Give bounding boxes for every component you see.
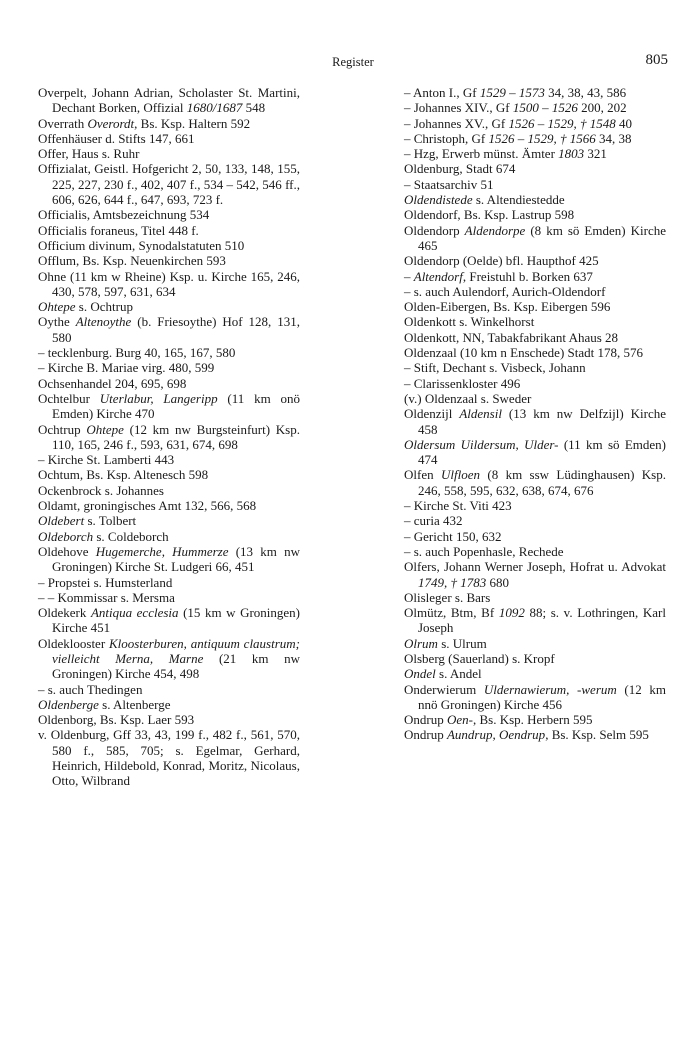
index-entry: Ohtepe s. Ochtrup xyxy=(38,299,133,315)
index-entry: Olden-Eibergen, Bs. Ksp. Eibergen 596 xyxy=(404,299,611,315)
index-entry: Oldekerk Antiqua ecclesia (15 km w Groningen) Kirche 451 xyxy=(38,605,301,636)
index-entry: Oldenkott s. Winkelhorst xyxy=(404,314,535,330)
index-entry: – Kirche St. Viti 423 xyxy=(404,498,512,514)
index-entry: Olfen Ulfloen (8 km ssw Lüdinghausen) Ksp. 246, 558, 595, 632, 638, 674, 676 xyxy=(404,467,666,498)
running-title: Register xyxy=(332,55,374,69)
page-header xyxy=(38,52,668,72)
index-entry: Overpelt, Johann Adrian, Scholaster St. Martini, Dechant Borken, Offizial 1680/1687 548 xyxy=(38,85,300,116)
index-entry: Ondrup Oen-, Bs. Ksp. Herbern 595 xyxy=(404,712,593,728)
index-entry: Oldendorf, Bs. Ksp. Lastrup 598 xyxy=(404,207,575,223)
index-entry: Oldeborch s. Coldeborch xyxy=(38,528,169,544)
index-entry: Oldebert s. Tolbert xyxy=(38,513,137,529)
index-entry: Oldendorp Aldendorpe (8 km sö Emden) Kirche 465 xyxy=(404,222,666,253)
index-entry: Oldenberge s. Altenberge xyxy=(38,696,171,712)
index-entry: – – Kommissar s. Mersma xyxy=(38,589,175,605)
index-entry: Oldenzaal (10 km n Enschede) Stadt 178, 576 xyxy=(404,345,643,361)
index-entry: Ockenbrock s. Johannes xyxy=(38,482,164,498)
index-entry: – Gericht 150, 632 xyxy=(404,528,502,544)
index-entry: Officialis foraneus, Titel 448 f. xyxy=(38,222,199,238)
index-entry: Olfers, Johann Werner Joseph, Hofrat u. Advokat 1749, † 1783 680 xyxy=(404,559,666,590)
index-entry: Officium divinum, Synodalstatuten 510 xyxy=(38,237,245,253)
index-entry: – Christoph, Gf 1526 – 1529, † 1566 34, 38 xyxy=(404,130,632,146)
index-entry: Oythe Altenoythe (b. Friesoythe) Hof 128, 131, 580 xyxy=(38,314,300,345)
index-entry: – Johannes XV., Gf 1526 – 1529, † 1548 40 xyxy=(404,115,632,131)
index-entry: Oldamt, groningisches Amt 132, 566, 568 xyxy=(38,498,257,514)
index-entry: Oldenkott, NN, Tabakfabrikant Ahaus 28 xyxy=(404,329,619,345)
index-entry: Oldersum Uildersum, Ulder- (11 km sö Emden) 474 xyxy=(404,436,666,468)
index-column-left xyxy=(38,85,300,789)
index-entry: Ochsenhandel 204, 695, 698 xyxy=(38,375,187,391)
index-entry: – Johannes XIV., Gf 1500 – 1526 200, 202 xyxy=(404,100,627,116)
index-entry: Onderwierum Uldernawierum, -werum (12 km nnö Groningen) Kirche 456 xyxy=(404,681,666,712)
index-entry: Offlum, Bs. Ksp. Neuenkirchen 593 xyxy=(38,253,226,269)
index-entry: Officialis, Amtsbezeichnung 534 xyxy=(38,207,210,223)
index-entry: Offenhäuser d. Stifts 147, 661 xyxy=(38,130,195,146)
index-entry: Offer, Haus s. Ruhr xyxy=(38,146,140,162)
index-entry: – Kirche St. Lamberti 443 xyxy=(38,452,175,468)
page-number: 805 xyxy=(645,52,668,68)
index-entry: Oldenzijl Aldensil (13 km nw Delfzijl) Kirche 458 xyxy=(404,406,666,437)
index-entry: – Anton I., Gf 1529 – 1573 34, 38, 43, 586 xyxy=(404,85,627,100)
index-entry: Olisleger s. Bars xyxy=(404,589,491,605)
index-entry: Ondel s. Andel xyxy=(404,666,482,682)
index-entry: – Staatsarchiv 51 xyxy=(404,176,494,192)
index-entry: – Kirche B. Mariae virg. 480, 599 xyxy=(38,360,215,376)
index-entry: v. Oldenburg, Gff 33, 43, 199 f., 482 f., 561, 570, 580 f., 585, 705; s. Egelmar, Gerhard, Heinrich, Hildebold, Konrad, Moritz, Nicolaus, Otto, Wilbrand xyxy=(38,727,300,789)
index-entry: Offizialat, Geistl. Hofgericht 2, 50, 133, 148, 155, 225, 227, 230 f., 402, 407 f., 534 – 542, 546 ff., 606, 626, 644 f., 647, 693, 723 f. xyxy=(38,161,300,208)
index-entry: – Stift, Dechant s. Visbeck, Johann xyxy=(404,360,586,376)
index-entry: Ohne (11 km w Rheine) Ksp. u. Kirche 165, 246, 430, 578, 597, 631, 634 xyxy=(38,268,300,299)
index-entry: – Clarissenkloster 496 xyxy=(404,375,521,391)
index-entry: – s. auch Popenhasle, Rechede xyxy=(404,543,564,559)
index-entry: Oldendistede s. Altendiestedde xyxy=(404,192,565,208)
index-entry: – Altendorf, Freistuhl b. Borken 637 xyxy=(404,268,593,284)
index-entry: (v.) Oldenzaal s. Sweder xyxy=(404,390,532,406)
index-entry: – Propstei s. Humsterland xyxy=(38,574,173,590)
index-entry: Olmütz, Btm, Bf 1092 88; s. v. Lothringen, Karl Joseph xyxy=(404,605,666,636)
index-entry: Ochtelbur Uterlabur, Langeripp (11 km onö Emden) Kirche 470 xyxy=(38,390,300,422)
index-entry: – s. auch Aulendorf, Aurich-Oldendorf xyxy=(404,283,606,299)
index-entry: Oldeklooster Kloosterburen, antiquum claustrum; vielleicht Merna, Marne (21 km nw Groningen) Kirche 454, 498 xyxy=(38,635,300,682)
index-entry: – s. auch Thedingen xyxy=(38,681,143,697)
index-entry: Oldehove Hugemerche, Hummerze (13 km nw Groningen) Kirche St. Ludgeri 66, 451 xyxy=(38,543,300,575)
index-entry: Olsberg (Sauerland) s. Kropf xyxy=(404,650,555,666)
index-entry: Ondrup Aundrup, Oendrup, Bs. Ksp. Selm 595 xyxy=(404,727,649,743)
index-entry: – curia 432 xyxy=(404,513,463,529)
index-entry: Overrath Overordt, Bs. Ksp. Haltern 592 xyxy=(38,115,251,131)
index-entry: Oldendorp (Oelde) bfl. Haupthof 425 xyxy=(404,253,599,269)
index-entry: Ochtum, Bs. Ksp. Altenesch 598 xyxy=(38,467,209,483)
index-entry: Ochtrup Ohtepe (12 km nw Burgsteinfurt) Ksp. 110, 165, 246 f., 593, 631, 674, 698 xyxy=(38,421,300,452)
index-entry: – tecklenburg. Burg 40, 165, 167, 580 xyxy=(38,345,236,361)
index-entry: – Hzg, Erwerb münst. Ämter 1803 321 xyxy=(404,146,607,162)
index-column-right xyxy=(404,85,666,743)
index-entry: Oldenborg, Bs. Ksp. Laer 593 xyxy=(38,712,195,728)
index-entry: Olrum s. Ulrum xyxy=(404,635,487,651)
index-entry: Oldenburg, Stadt 674 xyxy=(404,161,516,177)
